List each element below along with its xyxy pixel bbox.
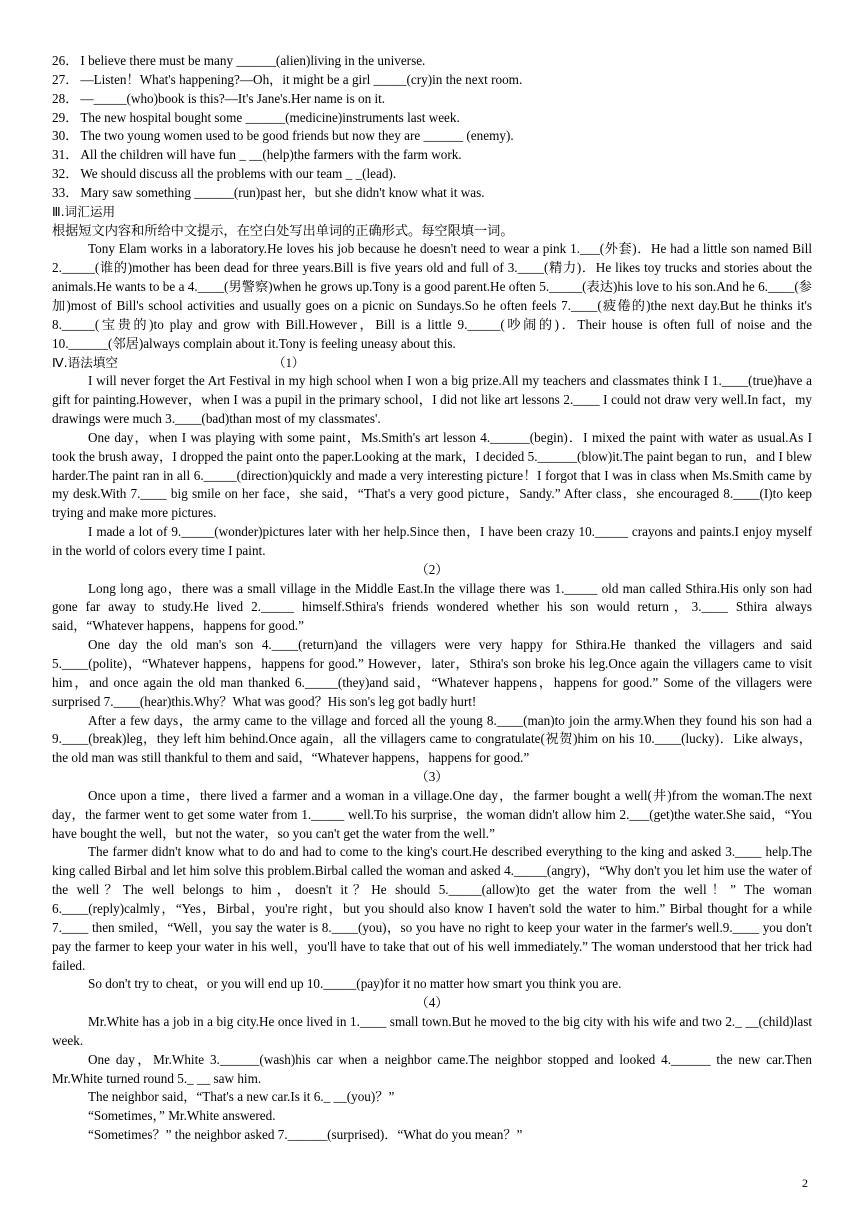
question-item: 26． I believe there must be many ______(alien)living in the universe.: [52, 53, 426, 68]
question-list: [52, 52, 812, 203]
part-label: （1）: [273, 355, 305, 370]
question-item: 32． We should discuss all the problems with our team _ _(lead).: [52, 166, 397, 182]
section-vocabulary: [52, 203, 812, 354]
page-number: 2: [802, 1176, 808, 1190]
question-item: 29． The new hospital bought some ______(medicine)instruments last week.: [52, 109, 460, 125]
passage-paragraph: Mr.White has a job in a big city.He once lived in 1.____ small town.But he moved to the big city with his wife and two 2._ __(child)last week.: [52, 1014, 812, 1048]
part-label: （4）: [415, 995, 449, 1011]
section-instruction: 根据短文内容和所给中文提示，在空白处写出单词的正确形式。每空限填一词。: [52, 222, 514, 238]
passage-paragraph: Tony Elam works in a laboratory.He loves his job because he doesn't need to wear a pink 1.___(外套)．He had a little son named Bill 2._____(谁的)mother has been dead for three years.Bill is five years old and full of 3.____(精力)．He likes toy trucks and stories about the animals.He wants to be a 4.____(男警察)when he grows up.Tony is a good parent.He often 5._____(表达)his love to his son.And he 6.____(参加)most of Bill's school activities and usually goes on a picnic on Sundays.So he often feels 7.____(疲倦的)the next day.But he thinks it's 8._____(宝贵的)to play and grow with Bill.However，Bill is a little 9._____(吵闹的)．Their house is often full of noise and the 10.______(邻居)always complain about it.Tony is feeling uneasy about this.: [52, 241, 812, 351]
passage-paragraph: I made a lot of 9._____(wonder)pictures later with her help.Since then，I have been crazy 10._____ crayons and paints.I enjoy myself in the world of colors every time I paint.: [52, 524, 812, 558]
section-title: Ⅳ.语法填空 （1）: [52, 354, 305, 370]
passage-paragraph: So don't try to cheat，or you will end up 10._____(pay)for it no matter how smart you think you are.: [88, 976, 622, 992]
question-item: 28． —_____(who)book is this?—It's Jane's.Her name is on it.: [52, 90, 386, 106]
dialogue-line: The neighbor said，“That's a new car.Is it 6._ __(you)？”: [88, 1089, 395, 1105]
part-label: （2）: [415, 561, 449, 577]
passage-paragraph: I will never forget the Art Festival in my high school when I won a big prize.All my teachers and classmates think I 1.____(true)have a gift for painting.However，when I was a pupil in the primary school，I did not like art lessons 2.____ I could not draw very well.In fact，my drawings were much 3.____(bad)than most of my classmates'.: [52, 373, 812, 427]
worksheet-page: [52, 52, 812, 1145]
passage-paragraph: One day，when I was playing with some paint，Ms.Smith's art lesson 4.______(begin)．I mixed the paint with water as usual.As I took the brush away，I dropped the paint onto the paper.Looking at the mark，I decided 5.______(blow)it.The paint began to run，and I blew harder.The paint ran in all 6._____(direction)quickly and made a very interesting picture！I forgot that I was in class when Ms.Smith came by my desk.With 7.____ big smile on her face，she said，“That's a very good picture，Sandy.” After class，she encouraged 8.____(I)to keep trying and make more pictures.: [52, 429, 812, 521]
passage-paragraph: One day the old man's son 4.____(return)and the villagers were very happy for Sthira.He thanked the villagers and said 5.____(polite)，“Whatever happens，happens for good.” However，later，Sthira's son broke his leg.Once again the villagers came to visit him，and once again the old man thanked 6._____(they)and said，“Whatever happens，happens for good.” Some of the villagers were surprised 7.____(hear)this.Why？What was good？His son's leg got badly hurt!: [52, 637, 812, 709]
section-title: Ⅲ.词汇运用: [52, 203, 116, 219]
question-item: 27． —Listen！What's happening?—Oh，it might be a girl _____(cry)in the next room.: [52, 71, 523, 87]
passage-paragraph: The farmer didn't know what to do and had to come to the king's court.He described everything to the king and asked 3.____ help.The king called Birbal and let him solve this problem.Birbal called the woman and asked 4._____(angry)，“Why don't you let him use the water of the well？The well belongs to him，doesn't it？He should 5._____(allow)to get the water from the well！” The woman 6.____(reply)calmly，“Yes，Birbal，you're right，but you should also know I haven't sold the water to him.” Birbal thought for a while 7.____ then smiled，“Well，you say the water is 8.____(you)，so you have no right to keep your water in the farmer's well.9.____ you don't pay the farmer to keep your water in his well，you'll have to take that out of his well immediately.” The woman understood that her trick had failed.: [52, 844, 812, 973]
section-grammar: [52, 354, 812, 1145]
question-item: 30． The two young women used to be good friends but now they are ______ (enemy).: [52, 128, 514, 144]
passage-paragraph: After a few days，the army came to the village and forced all the young 8.____(man)to join the army.When they found his son had a 9.____(break)leg，they left him behind.Once again，all the villagers came to congratulate(祝贺)him on his 10.____(lucky)．Like always，the old man was still thankful to them and said，“Whatever happens，happens for good.”: [52, 712, 812, 766]
passage-paragraph: Long long ago，there was a small village in the Middle East.In the village there was 1._____ old man called Sthira.His only son had gone far away to study.He lived 2._____ himself.Sthira's friends wondered whether his son would return，3.____ Sthira always said，“Whatever happens，happens for good.”: [52, 580, 812, 634]
question-item: 33． Mary saw something ______(run)past her，but she didn't know what it was.: [52, 184, 485, 200]
passage-paragraph: Once upon a time，there lived a farmer and a woman in a village.One day，the farmer bought a well(井)from the woman.The next day，the farmer went to get some water from 1._____ well.To his surprise，the woman didn't allow him 2.___(get)the water.She said，“You have bought the well，but not the water，so you can't get the water from the well.”: [52, 787, 812, 841]
part-label: （3）: [415, 769, 449, 785]
question-item: 31． All the children will have fun _ __(help)the farmers with the farm work.: [52, 147, 462, 163]
passage-paragraph: One day，Mr.White 3.______(wash)his car when a neighbor came.The neighbor stopped and looked 4.______ the new car.Then Mr.White turned round 5._ __ saw him.: [52, 1051, 812, 1086]
dialogue-line: “Sometimes？” the neighbor asked 7.______(surprised)．“What do you mean？”: [88, 1127, 523, 1143]
dialogue-line: “Sometimes，” Mr.White answered.: [88, 1108, 276, 1124]
